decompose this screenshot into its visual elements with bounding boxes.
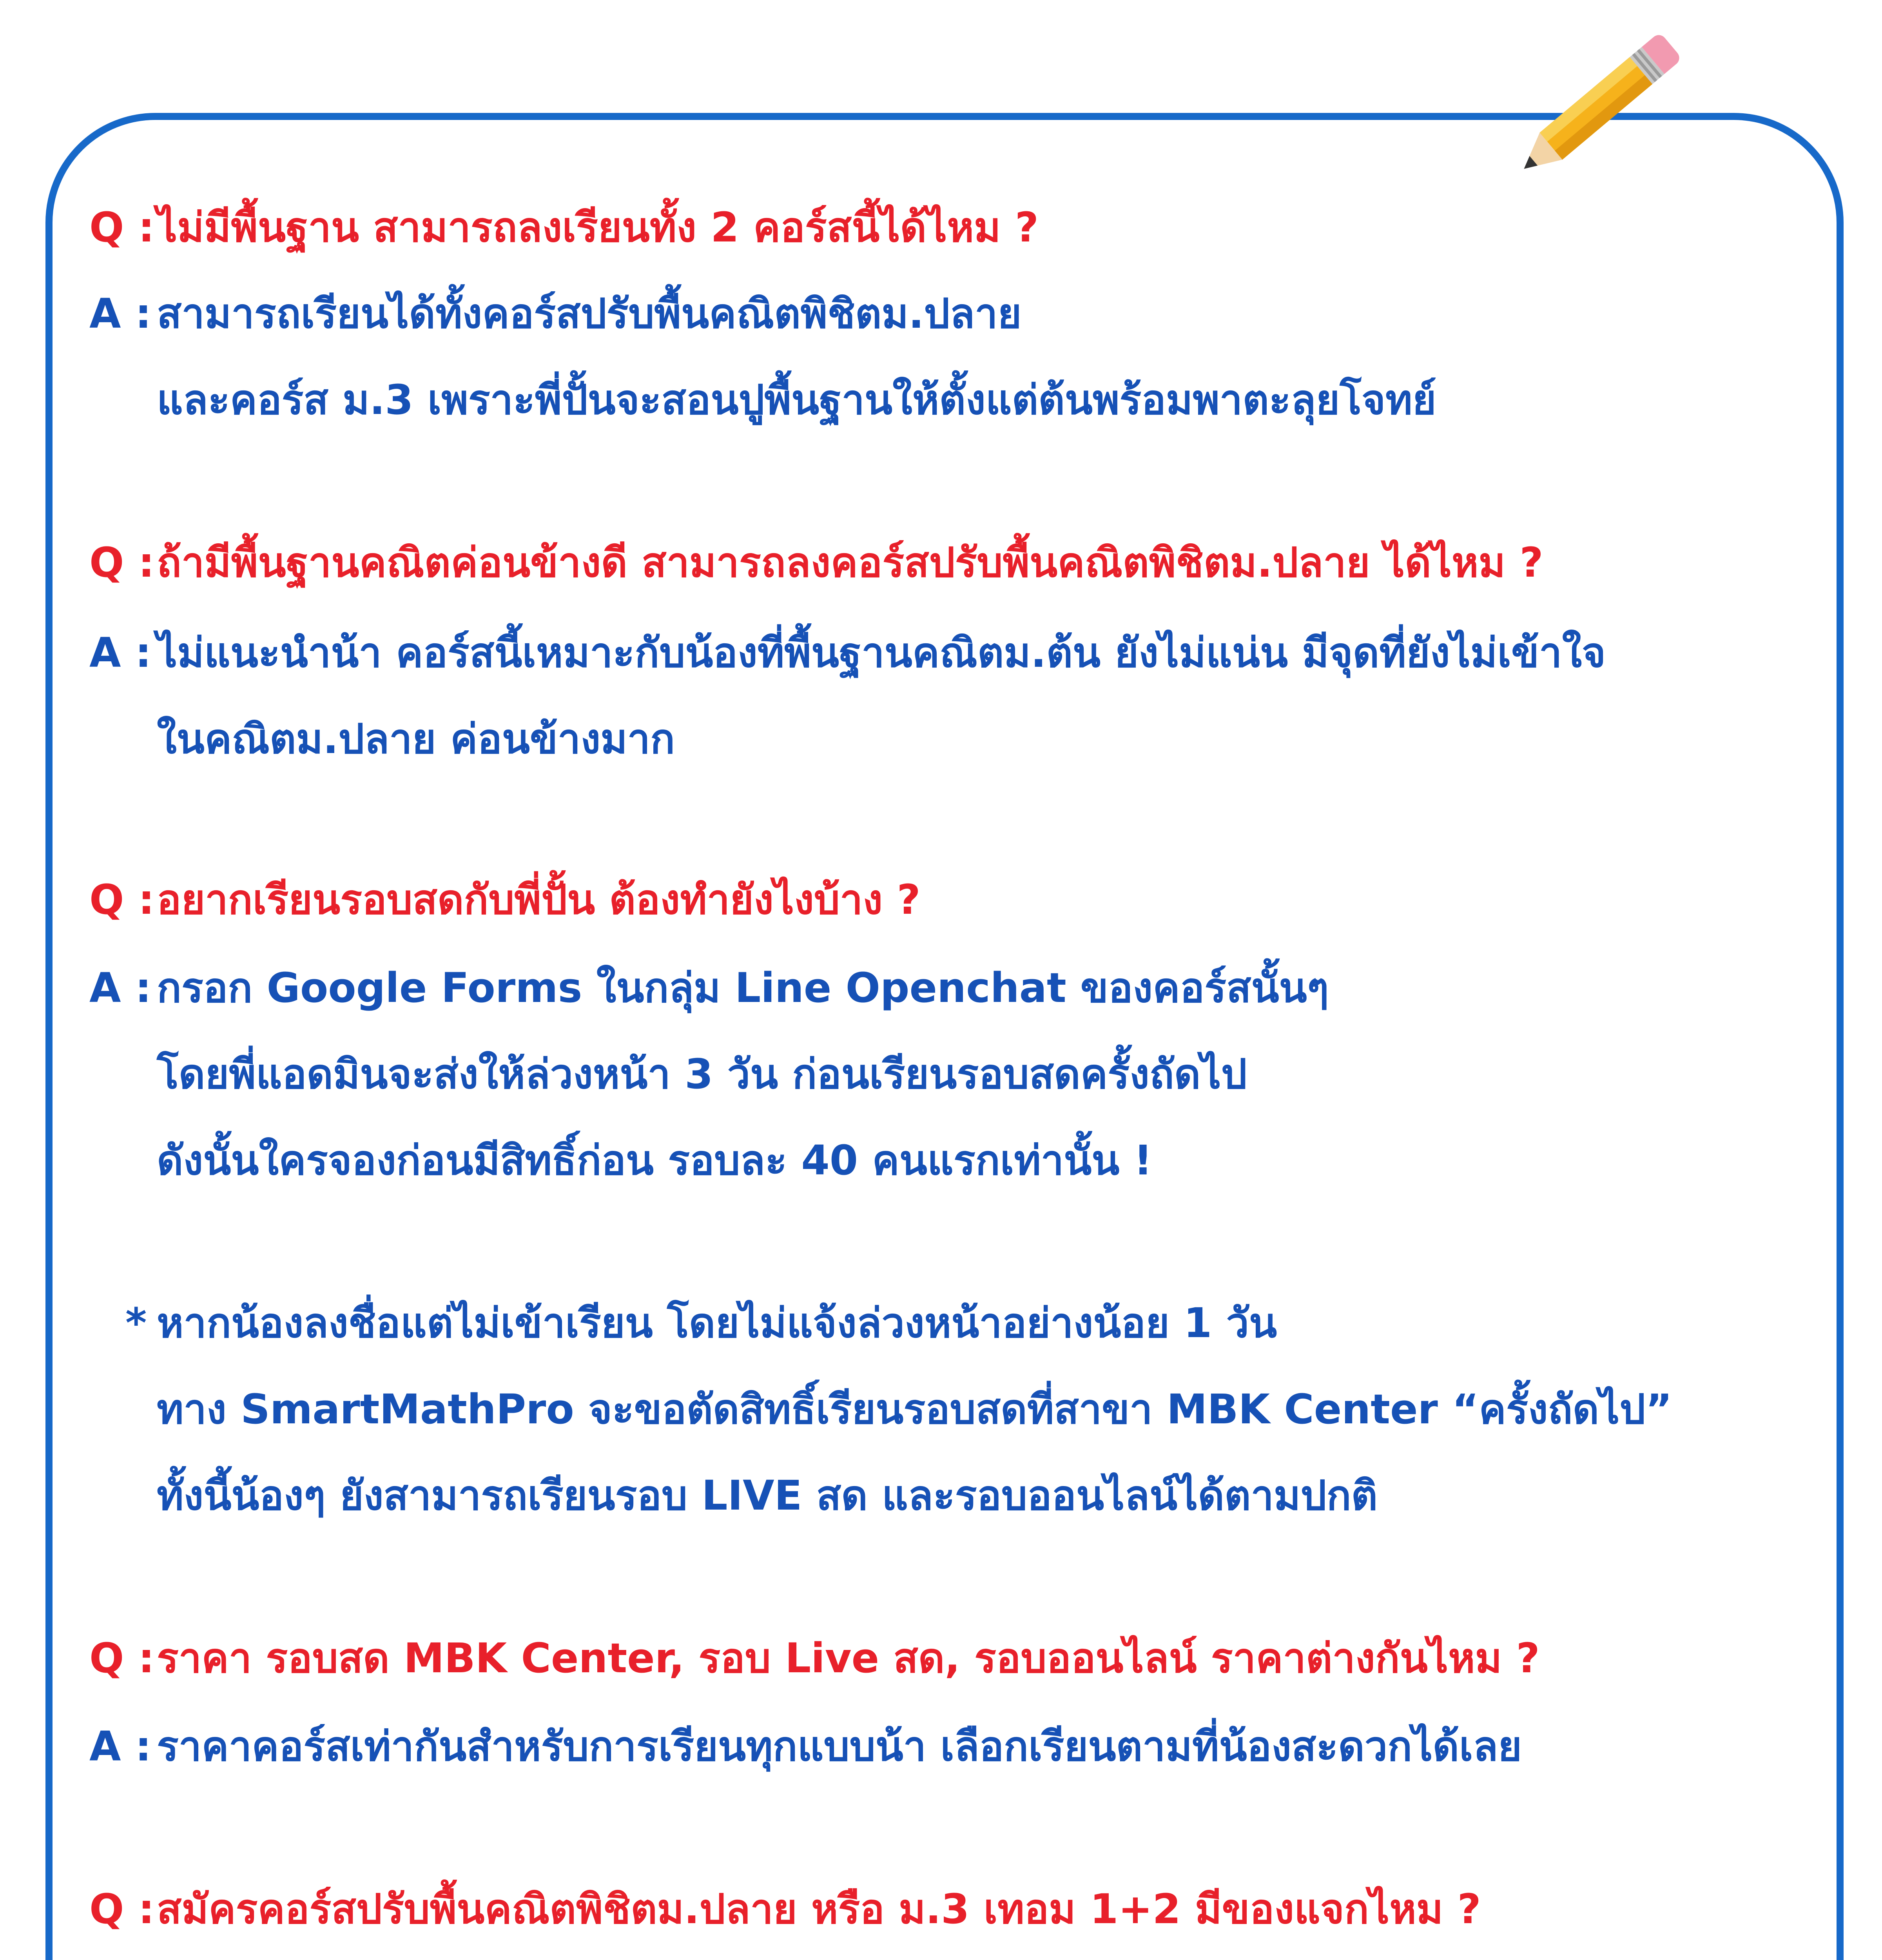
faq-answer-3-line-2 [0, 1047, 1882, 1102]
faq-answer-4-line-1 [0, 1719, 1882, 1774]
answer-text: ในคณิตม.ปลาย ค่อนข้างมาก [157, 715, 675, 763]
faq-question-4 [0, 1631, 1882, 1686]
note-text: หากน้องลงชื่อแต่ไม่เข้าเรียน โดยไม่แจ้งล่วงหน้าอย่างน้อย 1 วัน [157, 1299, 1277, 1347]
answer-prefix: A : [89, 629, 152, 677]
faq-answer-2-line-2 [0, 711, 1882, 766]
answer-prefix: A : [89, 1722, 152, 1770]
pencil-icon [1489, 16, 1709, 196]
faq-answer-1-line-2 [0, 372, 1882, 427]
faq-question-3 [0, 872, 1882, 927]
faq-question-5 [0, 1882, 1882, 1936]
faq-question-2 [0, 535, 1882, 590]
question-text: ราคา รอบสด MBK Center, รอบ Live สด, รอบออนไลน์ ราคาต่างกันไหม ? [157, 1634, 1540, 1682]
faq-answer-3-line-3 [0, 1133, 1882, 1188]
question-prefix: Q : [89, 203, 155, 251]
answer-prefix: A : [89, 290, 152, 338]
question-text: อยากเรียนรอบสดกับพี่ปั้น ต้องทำยังไงบ้าง ? [157, 876, 921, 924]
faq-answer-3-line-1 [0, 960, 1882, 1015]
faq-answer-2-line-1 [0, 625, 1882, 680]
faq-answer-1-line-1 [0, 286, 1882, 341]
question-text: ไม่มีพื้นฐาน สามารถลงเรียนทั้ง 2 คอร์สนี้ได้ไหม ? [157, 203, 1039, 251]
question-text: ถ้ามีพื้นฐานคณิตค่อนข้างดี สามารถลงคอร์สปรับพื้นคณิตพิชิตม.ปลาย ได้ไหม ? [157, 539, 1543, 586]
question-prefix: Q : [89, 876, 155, 924]
answer-text: กรอก Google Forms ในกลุ่ม Line Openchat ของคอร์สนั้นๆ [157, 964, 1329, 1012]
answer-text: และคอร์ส ม.3 เพราะพี่ปั้นจะสอนปูพื้นฐานให้ตั้งแต่ต้นพร้อมพาตะลุยโจทย์ [157, 376, 1436, 424]
answer-prefix: A : [89, 964, 152, 1012]
answer-text: ดังนั้นใครจองก่อนมีสิทธิ์ก่อน รอบละ 40 คนแรกเท่านั้น ! [157, 1136, 1153, 1184]
answer-text: สามารถเรียนได้ทั้งคอร์สปรับพื้นคณิตพิชิตม.ปลาย [157, 290, 1022, 338]
answer-text: ราคาคอร์สเท่ากันสำหรับการเรียนทุกแบบน้า เลือกเรียนตามที่น้องสะดวกได้เลย [157, 1722, 1522, 1770]
answer-text: โดยพี่แอดมินจะส่งให้ล่วงหน้า 3 วัน ก่อนเรียนรอบสดครั้งถัดไป [157, 1050, 1247, 1098]
faq-note-3-line-2 [0, 1382, 1882, 1437]
faq-question-1 [0, 200, 1882, 255]
question-prefix: Q : [89, 1634, 155, 1682]
question-text: สมัครคอร์สปรับพื้นคณิตพิชิตม.ปลาย หรือ ม.3 เทอม 1+2 มีของแจกไหม ? [157, 1885, 1481, 1933]
question-prefix: Q : [89, 539, 155, 586]
faq-note-3-line-1 [0, 1296, 1882, 1350]
faq-note-3-line-3 [0, 1468, 1882, 1523]
answer-text: ไม่แนะนำน้า คอร์สนี้เหมาะกับน้องที่พื้นฐานคณิตม.ต้น ยังไม่แน่น มีจุดที่ยังไม่เข้าใจ [157, 629, 1606, 677]
note-text: ทาง SmartMathPro จะขอตัดสิทธิ์เรียนรอบสดที่สาขา MBK Center “ครั้งถัดไป” [157, 1385, 1672, 1433]
note-text: ทั้งนี้น้องๆ ยังสามารถเรียนรอบ LIVE สด และรอบออนไลน์ได้ตามปกติ [157, 1472, 1378, 1519]
question-prefix: Q : [89, 1885, 155, 1933]
note-prefix: * [125, 1299, 147, 1347]
